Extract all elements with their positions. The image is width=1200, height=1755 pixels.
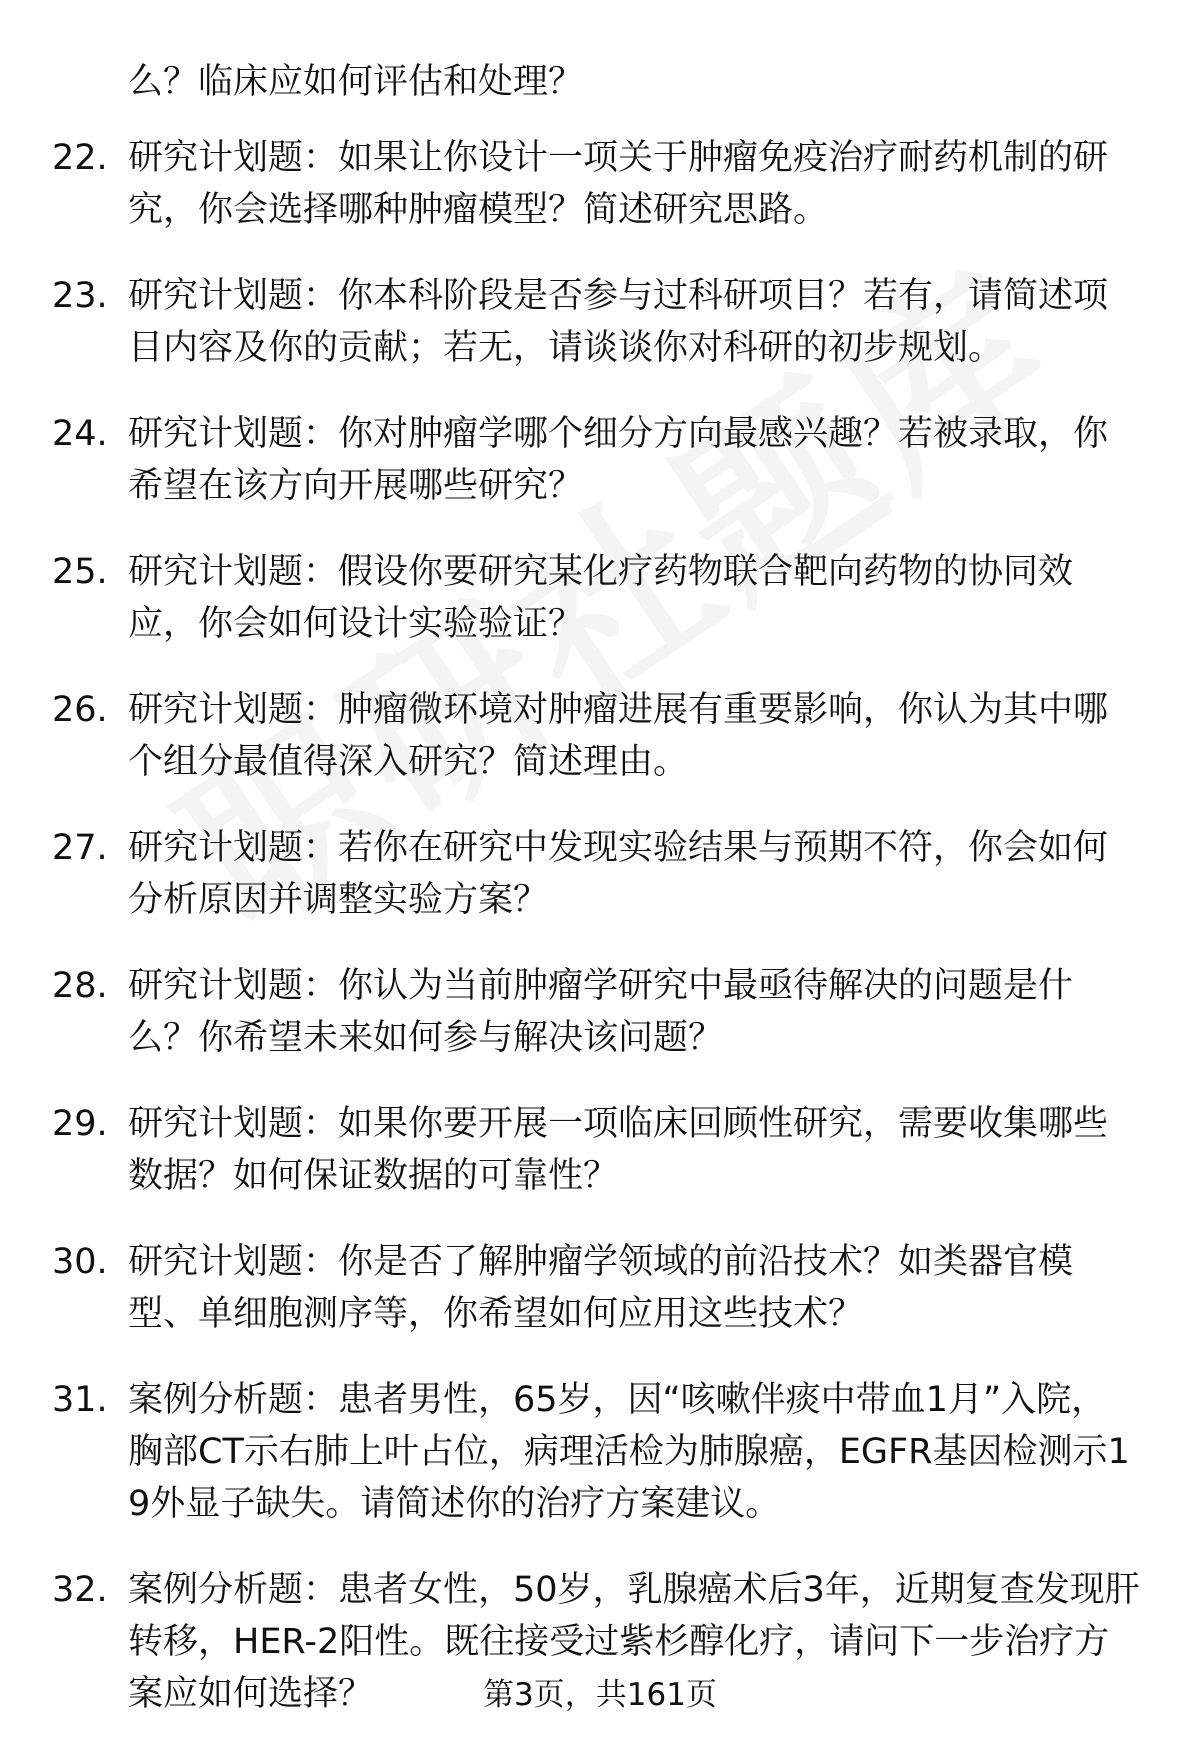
question-number: 26. <box>52 690 108 730</box>
question-list <box>0 132 1200 1754</box>
question-item <box>0 960 1200 1064</box>
question-item <box>0 270 1200 374</box>
question-number: 30. <box>52 1242 108 1282</box>
question-item <box>0 684 1200 788</box>
question-number: 23. <box>52 276 108 316</box>
question-text: 研究计划题：你对肿瘤学哪个细分方向最感兴趣？若被录取，你希望在该方向开展哪些研究？ <box>128 414 1109 506</box>
question-number: 28. <box>52 966 108 1006</box>
question-number: 32. <box>52 1570 108 1610</box>
question-item <box>0 1236 1200 1340</box>
question-text: 研究计划题：假设你要研究某化疗药物联合靶向药物的协同效应，你会如何设计实验验证？ <box>128 552 1074 644</box>
question-item <box>0 1098 1200 1202</box>
page-footer: 第3页，共161页 <box>483 1677 717 1713</box>
question-number: 31. <box>52 1380 108 1420</box>
question-text: 研究计划题：肿瘤微环境对肿瘤进展有重要影响，你认为其中哪个组分最值得深入研究？简述理由。 <box>128 690 1109 782</box>
question-text: 研究计划题：你本科阶段是否参与过科研项目？若有，请简述项目内容及你的贡献；若无，请谈谈你对科研的初步规划。 <box>128 276 1109 368</box>
question-item <box>0 822 1200 926</box>
question-text: 研究计划题：你认为当前肿瘤学研究中最亟待解决的问题是什么？你希望未来如何参与解决该问题？ <box>128 966 1074 1058</box>
question-number: 29. <box>52 1104 108 1144</box>
question-text: 案例分析题：患者男性，65岁，因“咳嗽伴痰中带血1月”入院，胸部CT示右肺上叶占位，病理活检为肺腺癌，EGFR基因检测示19外显子缺失。请简述你的治疗方案建议。 <box>128 1380 1130 1524</box>
question-text: 研究计划题：你是否了解肿瘤学领域的前沿技术？如类器官模型、单细胞测序等，你希望如何应用这些技术？ <box>128 1242 1074 1334</box>
question-item <box>0 408 1200 512</box>
question-number: 27. <box>52 828 108 868</box>
question-text: 案例分析题：患者女性，50岁，乳腺癌术后3年，近期复查发现肝转移，HER-2阳性。既往接受过紫杉醇化疗，请问下一步治疗方案应如何选择？ <box>128 1570 1140 1714</box>
question-continuation-text: 么？临床应如何评估和处理？ <box>128 62 584 102</box>
question-item <box>0 546 1200 650</box>
question-text: 研究计划题：若你在研究中发现实验结果与预期不符，你会如何分析原因并调整实验方案？ <box>128 828 1109 920</box>
question-number: 22. <box>52 138 108 178</box>
question-item <box>0 1374 1200 1530</box>
question-text: 研究计划题：如果你要开展一项临床回顾性研究，需要收集哪些数据？如何保证数据的可靠性？ <box>128 1104 1109 1196</box>
question-number: 25. <box>52 552 108 592</box>
question-text: 研究计划题：如果让你设计一项关于肿瘤免疫治疗耐药机制的研究，你会选择哪种肿瘤模型？简述研究思路。 <box>128 138 1109 230</box>
question-item <box>0 132 1200 236</box>
question-number: 24. <box>52 414 108 454</box>
